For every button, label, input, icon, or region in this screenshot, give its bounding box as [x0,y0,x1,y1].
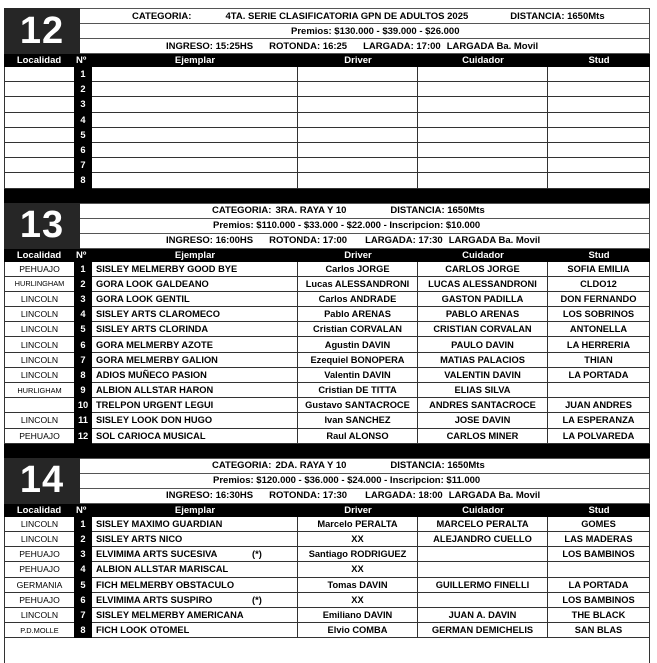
entry-row [4,307,650,322]
entry-row [4,82,650,97]
entry-locality [4,173,74,188]
entry-locality: HURLIGHAM [4,383,74,398]
prizes-line [80,218,649,233]
entry-driver: XX [298,562,418,577]
entry-trainer: ANDRES SANTACROCE [418,398,548,413]
entry-driver: Agustin DAVIN [298,337,418,352]
entry-trainer: PABLO ARENAS [418,307,548,322]
entry-locality: GERMANIA [4,578,74,593]
entry-row [4,623,650,638]
entry-stable [548,97,650,112]
entry-trainer [418,82,548,97]
prizes: Premios: $120.000 - $36.000 - $24.000 - Inscripcion: $11.000 [213,475,481,487]
entry-trainer: CARLOS MINER [418,429,548,444]
entry-stable: THE BLACK [548,608,650,623]
entry-driver [298,113,418,128]
category-value: 3RA. RAYA Y 10 [275,205,347,216]
entry-number: 7 [74,353,92,368]
start-time: LARGADA: 17:00 [363,40,441,52]
start-type: LARGADA Ba. Movil [448,490,541,502]
entry-horse [92,307,298,322]
entry-row [4,517,650,532]
schedule-line [80,233,649,249]
entry-driver [298,158,418,173]
horse-name: ALBION ALLSTAR HARON [96,385,214,396]
column-headers [4,504,650,517]
entry-horse [92,623,298,638]
column-header-ejemplar: Ejemplar [174,249,216,261]
entry-driver: Cristian DE TITTA [298,383,418,398]
entry-row [4,173,650,188]
entry-row [4,398,650,413]
entry-driver [298,143,418,158]
entry-stable: LA PORTADA [548,368,650,383]
entry-stable [548,143,650,158]
entry-number: 10 [74,398,92,413]
entry-horse [92,97,298,112]
entry-stable [548,67,650,82]
entry-number: 11 [74,413,92,428]
entry-number: 12 [74,429,92,444]
entry-horse [92,353,298,368]
entry-trainer: CRISTIAN CORVALAN [418,322,548,337]
entry-number: 7 [74,158,92,173]
entry-driver: Cristian CORVALAN [298,322,418,337]
entry-row [4,383,650,398]
section-divider [4,444,650,458]
entry-driver: Gustavo SANTACROCE [298,398,418,413]
entry-number: 8 [74,623,92,638]
horse-mark: (*) [252,549,262,560]
entry-locality [4,128,74,143]
start-type: LARGADA Ba. Movil [446,40,539,52]
column-headers [4,54,650,67]
entry-trainer: MARCELO PERALTA [418,517,548,532]
entry-driver [298,128,418,143]
entry-driver: Lucas ALESSANDRONI [298,277,418,292]
entry-trainer [418,173,548,188]
rotonda-time: ROTONDA: 16:25 [269,40,348,52]
entry-locality: LINCOLN [4,413,74,428]
entry-trainer: JOSE DAVIN [418,413,548,428]
column-header-stud: Stud [588,249,610,261]
entry-horse [92,547,298,562]
entry-driver: Raul ALONSO [298,429,418,444]
entry-locality: LINCOLN [4,517,74,532]
race-header [4,8,650,54]
race-section [4,8,650,203]
entry-locality [4,67,74,82]
entry-horse [92,532,298,547]
horse-name: TRELPON URGENT LEGUI [96,400,214,411]
entry-locality [4,158,74,173]
entry-number: 2 [74,532,92,547]
prizes: Premios: $130.000 - $39.000 - $26.000 [291,25,460,37]
race-number: 13 [4,203,80,249]
entry-stable: LOS SOBRINOS [548,307,650,322]
entry-row [4,158,650,173]
entry-locality: PEHUAJO [4,547,74,562]
entry-number: 6 [74,337,92,352]
horse-name: FICH LOOK OTOMEL [96,625,190,636]
entry-number: 6 [74,593,92,608]
race-number: 14 [4,458,80,504]
category-label: CATEGORIA: [212,460,272,472]
entry-row [4,532,650,547]
entry-row [4,67,650,82]
entry-row [4,97,650,112]
entry-trainer [418,562,548,577]
entry-horse [92,593,298,608]
entry-horse [92,277,298,292]
entry-locality: PEHUAJO [4,262,74,277]
start-type: LARGADA Ba. Movil [448,235,541,246]
column-header-stud: Stud [588,504,610,516]
column-headers [4,249,650,262]
entry-locality [4,97,74,112]
entry-driver: Valentin DAVIN [298,368,418,383]
entry-number: 9 [74,383,92,398]
entry-row [4,113,650,128]
race-header [4,203,650,249]
entry-driver: XX [298,532,418,547]
race-info [80,8,650,54]
entry-row [4,262,650,277]
entry-trainer: GASTON PADILLA [418,292,548,307]
entry-locality [4,143,74,158]
entry-trainer [418,143,548,158]
entry-number: 8 [74,368,92,383]
category-line [80,458,649,473]
entry-number: 4 [74,562,92,577]
entry-row [4,429,650,444]
entry-locality: LINCOLN [4,292,74,307]
entry-row [4,368,650,383]
entry-row [4,593,650,608]
horse-name: SISLEY MAXIMO GUARDIAN [96,518,223,529]
entry-stable [548,82,650,97]
entry-number: 1 [74,517,92,532]
entry-trainer [418,547,548,562]
horse-mark: (*) [252,594,262,605]
entry-locality: PEHUAJO [4,562,74,577]
entry-number: 1 [74,67,92,82]
horse-name: GORA LOOK GALDEANO [96,278,209,289]
horse-name: SISLEY LOOK DON HUGO [96,415,213,426]
schedule-line [80,38,649,54]
entry-trainer [418,158,548,173]
column-header-localidad: Localidad [16,249,62,261]
entry-trainer [418,97,548,112]
entry-stable: GOMES [548,517,650,532]
horse-name: SISLEY MELMERBY AMERICANA [96,609,244,620]
category-label: CATEGORIA: [212,205,272,216]
entry-driver: Marcelo PERALTA [298,517,418,532]
entry-driver: Pablo ARENAS [298,307,418,322]
entry-driver [298,82,418,97]
entry-driver: Carlos JORGE [298,262,418,277]
entry-stable: JUAN ANDRES [548,398,650,413]
prizes: Premios: $110.000 - $33.000 - $22.000 - Inscripcion: $10.000 [213,220,481,231]
entry-time: INGRESO: 16:00HS [166,235,254,246]
entry-driver: Carlos ANDRADE [298,292,418,307]
entry-locality: P.D.MOLLE [4,623,74,638]
column-header-stud: Stud [588,55,610,66]
entry-driver: Emiliano DAVIN [298,608,418,623]
column-header-cuidador: Cuidador [462,504,504,516]
entry-number: 3 [74,547,92,562]
entry-locality: HURLINGHAM [4,277,74,292]
entry-stable: LA PORTADA [548,578,650,593]
entry-row [4,277,650,292]
entry-horse [92,173,298,188]
column-header-driver: Driver [344,55,372,66]
column-header-numero: Nº [76,249,87,261]
horse-name: SISLEY ARTS CLAROMECO [96,309,220,320]
column-header-driver: Driver [344,249,372,261]
entry-locality: LINCOLN [4,532,74,547]
entry-trainer: JUAN A. DAVIN [418,608,548,623]
horse-name: ALBION ALLSTAR MARISCAL [96,564,229,575]
entry-horse [92,322,298,337]
entry-number: 4 [74,113,92,128]
race-header [4,458,650,504]
entry-row [4,353,650,368]
entry-locality: LINCOLN [4,337,74,352]
entry-horse [92,67,298,82]
entry-number: 5 [74,578,92,593]
entry-trainer: CARLOS JORGE [418,262,548,277]
entry-locality: LINCOLN [4,353,74,368]
entry-horse [92,429,298,444]
entry-row [4,292,650,307]
entry-stable [548,562,650,577]
entry-row [4,608,650,623]
entry-number: 2 [74,277,92,292]
entry-row [4,128,650,143]
entry-number: 3 [74,97,92,112]
entry-trainer: GUILLERMO FINELLI [418,578,548,593]
entry-driver: XX [298,593,418,608]
column-header-numero: Nº [76,55,87,66]
entry-stable [548,158,650,173]
horse-name: GORA MELMERBY GALION [96,354,218,365]
prizes-line [80,473,649,488]
column-header-localidad: Localidad [16,504,62,516]
entry-trainer [418,113,548,128]
horse-name: SISLEY ARTS NICO [96,534,183,545]
entry-horse [92,82,298,97]
entry-stable [548,383,650,398]
entry-stable: LA HERRERIA [548,337,650,352]
entry-horse [92,337,298,352]
entry-locality: LINCOLN [4,368,74,383]
entry-stable [548,173,650,188]
entry-driver: Elvio COMBA [298,623,418,638]
column-header-driver: Driver [344,504,372,516]
entry-horse [92,158,298,173]
entry-trainer: MATIAS PALACIOS [418,353,548,368]
section-divider [4,189,650,203]
entry-locality: PEHUAJO [4,593,74,608]
entry-time: INGRESO: 15:25HS [166,40,254,52]
entry-row [4,337,650,352]
entry-number: 8 [74,173,92,188]
schedule-line [80,488,649,504]
horse-name: ADIOS MUÑECO PASION [96,369,207,380]
entry-stable [548,128,650,143]
horse-name: SOL CARIOCA MUSICAL [96,430,206,441]
category-line [80,203,649,218]
entry-stable: DON FERNANDO [548,292,650,307]
column-header-ejemplar: Ejemplar [174,55,216,66]
rotonda-time: ROTONDA: 17:30 [269,490,348,502]
race-info [80,203,650,249]
entry-driver [298,67,418,82]
entry-horse [92,143,298,158]
entry-driver: Ezequiel BONOPERA [298,353,418,368]
category-value: 4TA. SERIE CLASIFICATORIA GPN DE ADULTOS 2025 [225,10,469,22]
horse-name: FICH MELMERBY OBSTACULO [96,579,235,590]
column-header-numero: Nº [76,504,87,516]
entry-row [4,143,650,158]
entry-number: 7 [74,608,92,623]
entry-number: 6 [74,143,92,158]
entry-trainer: GERMAN DEMICHELIS [418,623,548,638]
entry-horse [92,292,298,307]
entry-row [4,547,650,562]
start-time: LARGADA: 18:00 [365,490,443,502]
distance: DISTANCIA: 1650Mts [510,10,605,22]
entry-row [4,562,650,577]
entry-stable: SOFIA EMILIA [548,262,650,277]
entry-locality: LINCOLN [4,307,74,322]
entry-horse [92,517,298,532]
category-value: 2DA. RAYA Y 10 [275,460,347,472]
entry-number: 4 [74,307,92,322]
entry-row [4,322,650,337]
column-header-cuidador: Cuidador [462,249,504,261]
entry-stable: ANTONELLA [548,322,650,337]
entry-horse [92,578,298,593]
entry-stable: LA ESPERANZA [548,413,650,428]
race-info [80,458,650,504]
entry-locality: PEHUAJO [4,429,74,444]
entry-trainer [418,128,548,143]
race-number: 12 [4,8,80,54]
entry-horse [92,113,298,128]
prizes-line [80,23,649,38]
column-header-localidad: Localidad [16,55,62,66]
column-header-ejemplar: Ejemplar [174,504,216,516]
entry-trainer: ELIAS SILVA [418,383,548,398]
entry-trainer [418,67,548,82]
entry-number: 3 [74,292,92,307]
entry-trainer [418,593,548,608]
entry-stable: LOS BAMBINOS [548,593,650,608]
entry-driver [298,173,418,188]
entry-number: 5 [74,322,92,337]
race-program [4,8,650,663]
entry-locality [4,398,74,413]
horse-name: GORA MELMERBY AZOTE [96,339,213,350]
entry-driver [298,97,418,112]
entry-row [4,578,650,593]
entry-driver: Santiago RODRIGUEZ [298,547,418,562]
entry-horse [92,368,298,383]
entry-number: 2 [74,82,92,97]
race-section [4,458,650,663]
horse-name: ELVIMIMA ARTS SUSPIRO [96,594,213,605]
distance: DISTANCIA: 1650Mts [390,205,485,216]
entry-stable: LAS MADERAS [548,532,650,547]
entry-trainer: ALEJANDRO CUELLO [418,532,548,547]
entry-horse [92,383,298,398]
entry-number: 5 [74,128,92,143]
horse-name: ELVIMIMA ARTS SUCESIVA [96,549,218,560]
entry-locality [4,113,74,128]
entry-locality [4,82,74,97]
category-label: CATEGORIA: [132,10,192,22]
entry-stable: SAN BLAS [548,623,650,638]
entry-trainer: LUCAS ALESSANDRONI [418,277,548,292]
start-time: LARGADA: 17:30 [365,235,443,246]
entry-horse [92,413,298,428]
distance: DISTANCIA: 1650Mts [390,460,485,472]
horse-name: SISLEY MELMERBY GOOD BYE [96,263,238,274]
horse-name: GORA LOOK GENTIL [96,293,190,304]
entry-stable [548,113,650,128]
entry-stable: LA POLVAREDA [548,429,650,444]
rotonda-time: ROTONDA: 17:00 [269,235,348,246]
entry-locality: LINCOLN [4,608,74,623]
entry-horse [92,608,298,623]
entry-stable: LOS BAMBINOS [548,547,650,562]
entry-trainer: VALENTIN DAVIN [418,368,548,383]
entry-horse [92,398,298,413]
entry-trainer: PAULO DAVIN [418,337,548,352]
entry-stable: CLDO12 [548,277,650,292]
entry-driver: Tomas DAVIN [298,578,418,593]
column-header-cuidador: Cuidador [462,55,504,66]
entry-row [4,413,650,428]
entry-number: 1 [74,262,92,277]
entry-driver: Ivan SANCHEZ [298,413,418,428]
category-line [80,8,649,23]
entry-locality: LINCOLN [4,322,74,337]
empty-footer [4,638,650,663]
entry-horse [92,262,298,277]
horse-name: SISLEY ARTS CLORINDA [96,324,209,335]
entry-stable: THIAN [548,353,650,368]
race-section [4,203,650,458]
entry-time: INGRESO: 16:30HS [166,490,254,502]
entry-horse [92,562,298,577]
entry-horse [92,128,298,143]
